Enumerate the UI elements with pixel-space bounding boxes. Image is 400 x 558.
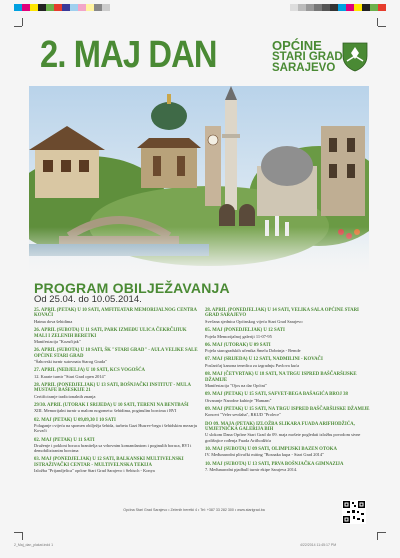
- event-heading: 02. MAJ (PETAK) U 09,09,30 I 10 SATI: [34, 417, 116, 423]
- event-detail: Manifestacija "Kozučijak": [34, 338, 81, 344]
- event-heading: 05. MAJ (PONEDJELJAK) U 12 SATI: [205, 328, 285, 334]
- events-column-right: [205, 308, 371, 476]
- event-detail: U slokom Dana Općine Stari Grad do 09. maja mošete pogledati izložbu povodom sivne godišnjice rođenja Fuada Arifhodžića: [205, 432, 361, 443]
- event-item: [205, 392, 371, 403]
- event-item: [205, 343, 371, 354]
- crop-mark: [377, 18, 378, 26]
- event-item: [205, 462, 371, 473]
- program-dates: Od 25.04. do 10.05.2014.: [34, 294, 142, 305]
- crop-mark: [14, 26, 22, 27]
- event-heading: 10. MAJ (SUBOTA) U 13 SATI, PRVA BOŠNJAČKA GIMNAZIJA: [205, 461, 344, 467]
- crop-mark: [14, 532, 22, 533]
- event-heading: 29/30. APRIL (UTORAK I SRIJEDA) U 10 SATI, TERENI NA BENTBAŠI: [34, 403, 189, 409]
- event-detail: 7. Međunarodni pjadbull turnir ekipe Sarajeva 2014.: [205, 466, 298, 472]
- event-item: [205, 407, 371, 418]
- event-heading: 09. MAJ (PETAK) U 15 SATI, SAFVET-BEGA BAŠAGIĆA BROJ 38: [205, 392, 348, 398]
- event-heading: 09. MAJ (PETAK) U 15 SATI, NA TRGU ISPRED BAŠČARŠIJSKE DŽAMIJE: [205, 406, 370, 412]
- municipality-line-3: SARAJEVO: [272, 62, 336, 74]
- event-item: [34, 457, 200, 473]
- event-detail: Manifestacija "Ojos na dar Općini": [205, 382, 267, 388]
- event-detail: Certificiranje tradicionalnih znanja: [34, 393, 96, 399]
- print-color-bar-left: [14, 4, 110, 11]
- event-heading: 06. MAJ (UTORAK) U 09 SATI: [205, 342, 271, 348]
- event-item: [34, 348, 200, 364]
- event-item: [34, 418, 200, 434]
- event-heading: 26. APRIL (SUBOTA) U 18 SATI, ŠK "STARI GRAD" - AULA VELIKE SALE OPĆINE STARI GRAD: [34, 348, 198, 359]
- event-heading: 26. APRIL (SUBOTA) U 11 SATI, PARK IZMEĐU ULICA ČEKRČIJIUK MALI I ZELENIH BERETKI: [34, 328, 187, 339]
- event-detail: Izložba "Prijandjelica" općine Stari Grad Sarajevo i Sebisch - Konya: [34, 468, 155, 474]
- event-item: [205, 447, 371, 458]
- crop-mark: [377, 532, 378, 540]
- event-item: [205, 422, 371, 443]
- qr-code-icon: [342, 500, 366, 524]
- event-detail: Polaganje cvijeća na spomen obilježja šehida, turbeta Gazi Husrev-bega i šehidskim mezarju Kovači: [34, 423, 198, 434]
- event-item: [34, 328, 200, 344]
- crop-mark: [378, 532, 386, 533]
- event-heading: 03. MAJ (PONEDJELJAK) U 12 SATI, BALKANSKI MULTIVELNSKI ISTRAŽIVAČKI CENTAR - MULTIVELNSKA TEKIJA: [34, 457, 184, 468]
- program-title: PROGRAM OBILJEŽAVANJA: [34, 280, 230, 296]
- event-item: [205, 372, 371, 388]
- footer-text: Općina Stari Grad Sarajevo • Zelenih beretki 4 • Tel: +387 33 282 300 • www.starigrad.ba: [123, 508, 265, 512]
- event-item: [34, 383, 200, 399]
- event-heading: 25. APRIL (PETAK) U 10 SATI, AMFITEATAR MEMORIJALNOG CENTRA KOVAČI: [34, 308, 197, 319]
- event-item: [34, 308, 200, 324]
- municipality-name: [272, 40, 352, 74]
- event-item: [34, 403, 200, 414]
- event-item: [205, 357, 371, 368]
- coat-of-arms-icon: [342, 42, 368, 72]
- print-slug-left: 2_Maj_dan_plakat.indd 1: [14, 543, 54, 547]
- event-heading: 10. MAJ (SUBOTA) U 09 SATI, OLIMPIJSKI BAZEN OTOKA: [205, 446, 337, 452]
- event-detail: Poslaričaj kanona tenedica za izgradnju Pavlova kuća: [205, 362, 300, 368]
- municipality-line-1: OPĆINE: [272, 38, 322, 53]
- event-detail: "Šahovski turnir sutovnata Starog Grada": [34, 359, 107, 364]
- event-detail: Hatma dova šehidima: [34, 318, 73, 324]
- crop-mark: [22, 532, 23, 540]
- landmarks-collage-image: [29, 86, 369, 274]
- municipality-line-2: STARI GRAD: [272, 51, 343, 63]
- crop-mark: [22, 18, 23, 26]
- event-heading: 28. APRIL (PONEDJELJAK) U 13 SATI, BOŠNJAČKI INSTITUT - MULA MUSTAFE BAŠESKIJE 21: [34, 382, 191, 394]
- event-detail: Koncert "Veler sevdaha", RKUD "Prolece": [205, 412, 281, 418]
- events-column-left: [34, 308, 200, 477]
- event-detail: Pojela starogradskih učenika Šmelu Dobrinja - Bemde: [205, 348, 301, 354]
- print-slug-right: 4/22/2014 11:45:17 PM: [300, 543, 337, 547]
- event-heading: 27. APRIL (NEDJELJA) U 10 SATI, KCS VOGOŠĆA: [34, 368, 146, 374]
- event-detail: 12. Karate turnir "Stari Grad open 2014": [34, 373, 106, 379]
- event-heading: DO 09. MAJA (PETAK) IZLOŽBA SLIKARA FUADA ARIFHODŽIĆA, UMJETNIČKA GALERIJA BIH: [205, 421, 355, 433]
- event-detail: XIII. Memorijalni turnir u malom nogometu: šehidima, poginulim borcima i RVI: [34, 408, 177, 414]
- event-detail: Druženje i pokloni boraca branitelja sa vrhovnim komandantom i poginulih boraca, RVI i demobiliziranim borcima: [34, 442, 192, 454]
- event-detail: IV. Međunarodni plivački miting "Bosnaka kupa - Stari Grad 2014": [205, 452, 324, 458]
- event-item: [34, 368, 200, 379]
- event-item: [34, 438, 200, 454]
- event-detail: Otvaranje Narodne kuhinje "Hamam": [205, 397, 272, 403]
- crop-mark: [378, 26, 386, 27]
- event-heading: 28. APRIL (PONEDJELJAK) U 14 SATI, VELIKA SALA OPĆINE STARI GRAD SARAJEVO: [205, 308, 359, 319]
- poster-title: 2. MAJ DAN: [40, 34, 217, 76]
- event-heading: 07. MAJ (SRIJEDA) U 12 SATI, NADMILINI - KOVAČI: [205, 357, 323, 363]
- event-heading: 08. MAJ (ČETVRTAK) U 18 SATI, NA TRGU ISPRED BAŠČARŠIJSKE DŽAMIJE: [205, 372, 357, 383]
- event-detail: Svečana sjednica Općinskog vijeća Stari Grad Sarajevo: [205, 318, 303, 324]
- event-heading: 02. MAJ (PETAK) U 11 SATI: [34, 437, 95, 443]
- event-item: [205, 308, 371, 324]
- print-color-bar-right: [290, 4, 386, 11]
- event-detail: Pojela Memorijalnoj galeriji 11-07-95: [205, 333, 272, 339]
- event-item: [205, 328, 371, 339]
